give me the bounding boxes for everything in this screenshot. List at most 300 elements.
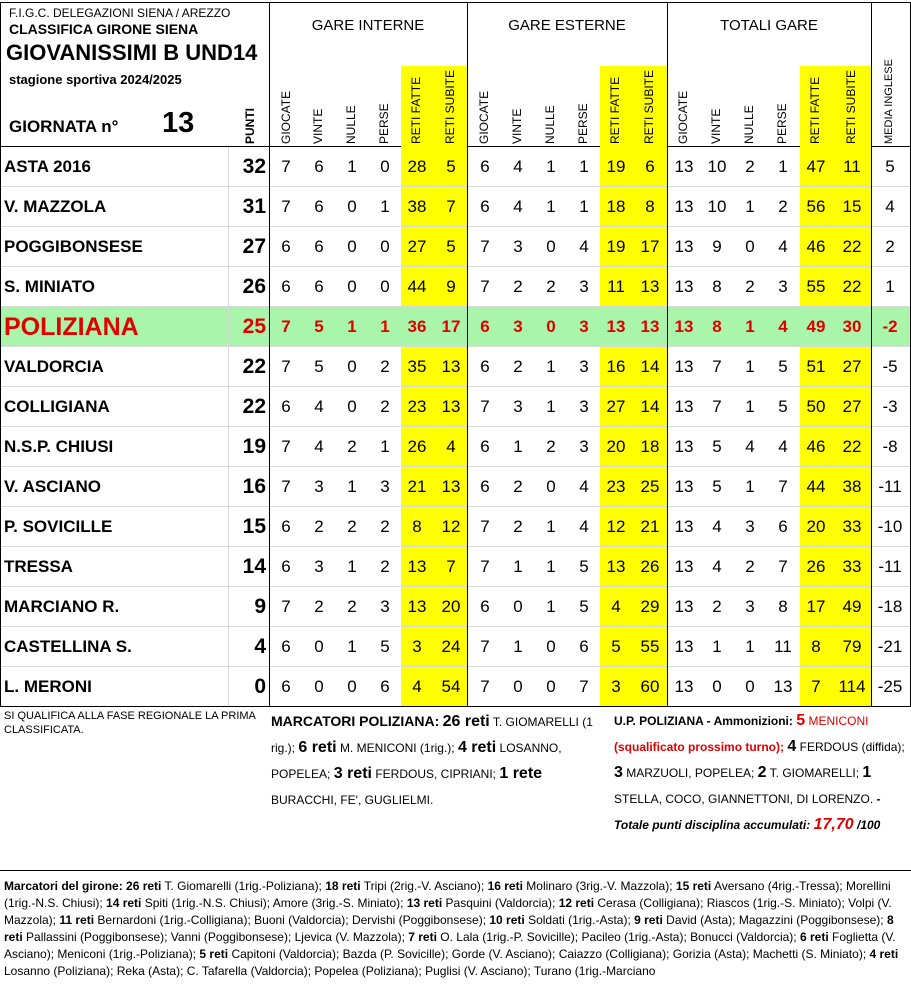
total-stat-2: 3 xyxy=(745,517,755,536)
total-stat-2: 1 xyxy=(745,477,755,496)
total-stat-2: 1 xyxy=(745,317,755,336)
team-name: COLLIGIANA xyxy=(4,397,110,416)
home-stat-2: 2 xyxy=(347,437,357,456)
total-stat-1: 8 xyxy=(712,277,722,296)
away-stat-1: 1 xyxy=(513,437,523,456)
away-stat-1: 1 xyxy=(513,637,523,656)
home-stat-5: 7 xyxy=(446,197,456,216)
team-name: V. MAZZOLA xyxy=(4,197,107,216)
total-stat-5: 49 xyxy=(842,597,862,616)
away-stat-3: 4 xyxy=(579,477,589,496)
away-played-header: GIOCATE xyxy=(477,90,491,144)
home-stat-1: 6 xyxy=(314,237,324,256)
away-stat-4: 16 xyxy=(606,357,626,376)
away-stat-3: 1 xyxy=(579,157,589,176)
away-stat-1: 3 xyxy=(513,317,523,336)
home-stat-2: 0 xyxy=(347,197,357,216)
total-stat-3: 5 xyxy=(778,357,788,376)
footer-count: 18 reti xyxy=(325,879,361,893)
total-stat-5: 79 xyxy=(842,637,862,656)
home-games-header: GARE INTERNE xyxy=(311,17,425,34)
total-stat-2: 2 xyxy=(745,277,755,296)
total-stat-4: 17 xyxy=(806,597,826,616)
english-average: -8 xyxy=(882,437,898,456)
total-stat-1: 0 xyxy=(712,677,722,696)
total-stat-0: 13 xyxy=(674,317,694,336)
footer-names: Molinaro (3rig.-V. Mazzola); xyxy=(526,879,673,893)
home-stat-4: 8 xyxy=(412,517,422,536)
team-points: 15 xyxy=(242,515,266,538)
total-stat-2: 1 xyxy=(745,357,755,376)
home-stat-4: 44 xyxy=(407,277,427,296)
home-stat-3: 2 xyxy=(380,357,390,376)
total-stat-3: 2 xyxy=(778,197,788,216)
total-stat-4: 26 xyxy=(806,557,826,576)
home-stat-3: 0 xyxy=(380,237,390,256)
table-row xyxy=(0,227,911,267)
total-stat-3: 4 xyxy=(778,237,788,256)
away-stat-2: 0 xyxy=(546,677,556,696)
away-stat-4: 12 xyxy=(606,517,626,536)
away-stat-2: 1 xyxy=(546,397,556,416)
away-stat-2: 1 xyxy=(546,597,556,616)
home-stat-3: 3 xyxy=(380,597,390,616)
home-stat-0: 6 xyxy=(281,557,291,576)
home-stat-2: 0 xyxy=(347,357,357,376)
home-stat-3: 0 xyxy=(380,277,390,296)
away-lost-header: PERSE xyxy=(576,103,590,144)
away-stat-1: 4 xyxy=(513,197,523,216)
ranking-title: CLASSIFICA GIRONE SIENA xyxy=(9,21,199,37)
home-stat-0: 6 xyxy=(281,277,291,296)
footer-names: Spiti (1rig.-N.S. Chiusi); Amore (3rig.-S. Miniato); xyxy=(144,896,404,910)
footer-names: Cerasa (Colligiana); Riascos (1rig.-S. Miniato); Volpi (V. Mazzola); xyxy=(4,896,892,927)
total-played-header: GIOCATE xyxy=(676,90,690,144)
total-stat-0: 13 xyxy=(674,397,694,416)
away-stat-5: 25 xyxy=(640,477,660,496)
total-stat-3: 8 xyxy=(778,597,788,616)
away-stat-4: 13 xyxy=(606,317,626,336)
home-stat-5: 20 xyxy=(441,597,461,616)
home-won-header: VINTE xyxy=(311,108,325,144)
scorer-3-names: LOSANNO, POPELEA; xyxy=(271,741,562,781)
scorer-3-count: 4 reti xyxy=(457,739,497,756)
total-stat-5: 22 xyxy=(842,237,862,256)
away-stat-3: 4 xyxy=(579,237,589,256)
away-stat-1: 0 xyxy=(513,597,523,616)
english-average: -25 xyxy=(877,677,903,696)
team-points: 0 xyxy=(254,675,266,698)
total-stat-4: 7 xyxy=(811,677,821,696)
home-stat-5: 12 xyxy=(441,517,461,536)
home-stat-5: 54 xyxy=(441,677,461,696)
home-stat-4: 26 xyxy=(407,437,427,456)
footer-count: 9 reti xyxy=(634,913,663,927)
team-name: V. ASCIANO xyxy=(4,477,101,496)
home-stat-2: 0 xyxy=(347,397,357,416)
away-stat-3: 7 xyxy=(579,677,589,696)
away-stat-1: 3 xyxy=(513,237,523,256)
home-stat-3: 2 xyxy=(380,397,390,416)
total-stat-0: 13 xyxy=(674,677,694,696)
english-average: 5 xyxy=(885,157,895,176)
total-stat-3: 1 xyxy=(778,157,788,176)
total-stat-5: 33 xyxy=(842,517,862,536)
total-stat-0: 13 xyxy=(674,557,694,576)
home-played-header: GIOCATE xyxy=(279,90,293,144)
home-stat-1: 5 xyxy=(314,317,324,336)
total-stat-0: 13 xyxy=(674,637,694,656)
footer-count: 4 reti xyxy=(869,947,899,961)
away-stat-3: 3 xyxy=(579,317,589,336)
home-stat-1: 3 xyxy=(314,477,324,496)
team-name: VALDORCIA xyxy=(4,357,104,376)
home-stat-2: 2 xyxy=(347,597,357,616)
away-stat-0: 7 xyxy=(480,517,490,536)
discipline-5-count: 1 xyxy=(862,764,872,781)
home-stat-0: 6 xyxy=(281,397,291,416)
total-stat-2: 3 xyxy=(745,597,755,616)
team-points: 14 xyxy=(242,555,266,578)
home-stat-2: 0 xyxy=(347,677,357,696)
away-stat-3: 1 xyxy=(579,197,589,216)
total-draw-header: NULLE xyxy=(742,105,756,144)
footer-count: 15 reti xyxy=(675,879,712,893)
table-row xyxy=(0,627,911,667)
english-average: -3 xyxy=(882,397,898,416)
away-stat-5: 60 xyxy=(640,677,660,696)
home-stat-4: 23 xyxy=(407,397,427,416)
discipline-5-names: STELLA, COCO, GIANNETTONI, DI LORENZO. xyxy=(614,792,874,806)
away-stat-0: 7 xyxy=(480,397,490,416)
away-stat-5: 6 xyxy=(645,157,655,176)
total-stat-3: 3 xyxy=(778,277,788,296)
english-average: -21 xyxy=(877,637,903,656)
table-row xyxy=(0,387,911,427)
round-value: 13 xyxy=(162,107,195,139)
english-average: -10 xyxy=(877,517,903,536)
english-average: 4 xyxy=(885,197,895,216)
away-games-header: GARE ESTERNE xyxy=(508,17,626,34)
home-stat-2: 1 xyxy=(347,317,357,336)
footer-names: Bernardoni (1rig.-Colligiana); Buoni (Valdorcia); Dervishi (Poggibonsese); xyxy=(97,913,487,927)
home-stat-0: 7 xyxy=(281,357,291,376)
discipline-4-names: T. GIOMARELLI; xyxy=(769,766,860,780)
total-stat-4: 47 xyxy=(806,157,826,176)
team-name: MARCIANO R. xyxy=(4,597,120,616)
away-stat-1: 4 xyxy=(513,157,523,176)
away-stat-0: 6 xyxy=(480,197,490,216)
away-stat-5: 55 xyxy=(640,637,660,656)
home-stat-2: 0 xyxy=(347,277,357,296)
total-stat-4: 8 xyxy=(811,637,821,656)
team-points: 25 xyxy=(242,315,266,338)
away-stat-2: 0 xyxy=(546,317,556,336)
footer-count: 7 reti xyxy=(408,930,437,944)
scorer-4-names: FERDOUS, CIPRIANI; xyxy=(375,767,496,781)
total-stat-2: 2 xyxy=(745,557,755,576)
scorer-2-names: M. MENICONI (1rig.); xyxy=(339,741,455,755)
team-points: 22 xyxy=(242,395,266,418)
away-stat-3: 6 xyxy=(579,637,589,656)
footer-title: Marcatori del girone: xyxy=(4,879,123,893)
total-stat-4: 55 xyxy=(806,277,826,296)
away-stat-2: 0 xyxy=(546,637,556,656)
total-stat-2: 2 xyxy=(745,157,755,176)
team-name: S. MINIATO xyxy=(4,277,95,296)
home-stat-4: 38 xyxy=(407,197,427,216)
total-stat-1: 1 xyxy=(712,637,722,656)
round-label: GIORNATA n° xyxy=(9,117,119,136)
footer-count: 5 reti xyxy=(199,947,229,961)
away-stat-0: 7 xyxy=(480,277,490,296)
english-average: 1 xyxy=(885,277,895,296)
total-gf-header: RETI FATTE xyxy=(808,76,822,144)
home-stat-4: 13 xyxy=(407,557,427,576)
total-stat-4: 56 xyxy=(806,197,826,216)
total-stat-1: 9 xyxy=(712,237,722,256)
away-stat-4: 5 xyxy=(611,637,621,656)
federation-line: F.I.G.C. DELEGAZIONI SIENA / AREZZO xyxy=(9,6,231,20)
total-stat-0: 13 xyxy=(674,357,694,376)
home-stat-2: 2 xyxy=(347,517,357,536)
away-stat-3: 4 xyxy=(579,517,589,536)
table-row xyxy=(0,547,911,587)
home-stat-5: 17 xyxy=(441,317,461,336)
home-stat-5: 13 xyxy=(441,477,461,496)
home-stat-1: 0 xyxy=(314,637,324,656)
total-stat-4: 46 xyxy=(806,237,826,256)
english-average: -18 xyxy=(877,597,903,616)
away-stat-0: 6 xyxy=(480,357,490,376)
total-stat-0: 13 xyxy=(674,237,694,256)
away-stat-1: 2 xyxy=(513,277,523,296)
team-points: 19 xyxy=(242,435,266,458)
total-stat-3: 5 xyxy=(778,397,788,416)
discipline-total-suffix: /100 xyxy=(856,818,881,832)
team-name: ASTA 2016 xyxy=(4,157,91,176)
home-stat-2: 1 xyxy=(347,157,357,176)
total-stat-1: 7 xyxy=(712,357,722,376)
away-stat-4: 19 xyxy=(606,237,626,256)
home-stat-3: 1 xyxy=(380,197,390,216)
home-stat-5: 13 xyxy=(441,357,461,376)
home-stat-1: 4 xyxy=(314,397,324,416)
footer-names: Losanno (Poliziana); Reka (Asta); C. Tafarella (Valdorcia); Popelea (Poliziana); Puglisi (V. Asciano); Turano (1rig.-Marciano xyxy=(4,964,656,978)
footer-names: Foglietta (V. Asciano); Meniconi (1rig.-Poliziana); xyxy=(4,930,896,961)
total-stat-2: 1 xyxy=(745,397,755,416)
table-row xyxy=(0,467,911,507)
home-stat-3: 2 xyxy=(380,557,390,576)
total-stat-5: 27 xyxy=(842,397,862,416)
away-stat-0: 6 xyxy=(480,477,490,496)
away-stat-2: 2 xyxy=(546,277,556,296)
total-stat-1: 5 xyxy=(712,437,722,456)
home-stat-1: 6 xyxy=(314,277,324,296)
away-stat-0: 6 xyxy=(480,597,490,616)
discipline-1-count: 5 xyxy=(796,712,806,729)
avg-header: MEDIA INGLESE xyxy=(883,59,895,144)
table-row xyxy=(0,587,911,627)
home-stat-1: 2 xyxy=(314,517,324,536)
total-stat-0: 13 xyxy=(674,437,694,456)
home-ga-header: RETI SUBITE xyxy=(443,69,457,144)
total-stat-5: 38 xyxy=(842,477,862,496)
away-stat-5: 18 xyxy=(640,437,660,456)
away-stat-1: 1 xyxy=(513,557,523,576)
total-ga-header: RETI SUBITE xyxy=(844,69,858,144)
home-stat-1: 4 xyxy=(314,437,324,456)
scorer-1-count: 26 reti xyxy=(442,713,490,730)
home-stat-0: 7 xyxy=(281,197,291,216)
footer-names: Capitoni (Valdorcia); Bazda (P. Sovicille); Gorde (V. Asciano); Caiazzo (Colligiana); Gorizia (Asta); Machetti (S. Miniato); xyxy=(231,947,867,961)
footer-count: 11 reti xyxy=(59,913,95,927)
away-stat-2: 1 xyxy=(546,557,556,576)
footer-names: O. Lala (1rig.-P. Sovicille); Pacileo (1rig.-Asta); Bonucci (Valdorcia); xyxy=(440,930,797,944)
discipline-total-value: 17,70 xyxy=(813,816,854,833)
total-stat-1: 7 xyxy=(712,397,722,416)
away-stat-4: 18 xyxy=(606,197,626,216)
total-stat-5: 11 xyxy=(843,157,861,176)
away-stat-5: 21 xyxy=(640,517,660,536)
table-row xyxy=(0,427,911,467)
total-games-header: TOTALI GARE xyxy=(720,17,818,34)
away-stat-4: 4 xyxy=(611,597,621,616)
away-stat-0: 7 xyxy=(480,237,490,256)
home-stat-0: 7 xyxy=(281,477,291,496)
home-stat-5: 4 xyxy=(446,437,456,456)
total-won-header: VINTE xyxy=(709,108,723,144)
footer-count: 12 reti xyxy=(558,896,595,910)
home-stat-0: 7 xyxy=(281,317,291,336)
total-stat-2: 1 xyxy=(745,197,755,216)
home-stat-5: 9 xyxy=(446,277,456,296)
scorer-4-count: 3 reti xyxy=(333,765,372,782)
total-stat-0: 13 xyxy=(674,197,694,216)
poliziana-discipline xyxy=(614,708,906,838)
total-stat-1: 5 xyxy=(712,477,722,496)
home-gf-header: RETI FATTE xyxy=(409,76,423,144)
total-stat-0: 13 xyxy=(674,157,694,176)
away-stat-3: 3 xyxy=(579,277,589,296)
total-stat-1: 10 xyxy=(707,157,727,176)
league-scorers xyxy=(4,878,908,980)
home-stat-4: 28 xyxy=(407,157,427,176)
home-stat-3: 1 xyxy=(380,317,390,336)
footer-names: David (Asta); Magazzini (Poggibonsese); xyxy=(666,913,884,927)
home-stat-4: 36 xyxy=(407,317,427,336)
total-stat-4: 46 xyxy=(806,437,826,456)
scorer-1-names: T. GIOMARELLI (1 rig.); xyxy=(271,715,593,755)
away-stat-3: 3 xyxy=(579,437,589,456)
away-gf-header: RETI FATTE xyxy=(608,76,622,144)
team-points: 27 xyxy=(242,235,266,258)
away-stat-1: 2 xyxy=(513,517,523,536)
away-stat-4: 11 xyxy=(607,277,625,296)
home-stat-3: 5 xyxy=(380,637,390,656)
team-points: 31 xyxy=(242,195,266,218)
english-average: -11 xyxy=(878,477,902,496)
away-stat-3: 3 xyxy=(579,357,589,376)
home-stat-2: 1 xyxy=(347,477,357,496)
total-stat-5: 33 xyxy=(842,557,862,576)
discipline-2-names: FERDOUS (diffida); xyxy=(799,740,905,754)
table-row xyxy=(0,507,911,547)
team-name: POLIZIANA xyxy=(4,313,139,341)
home-stat-2: 0 xyxy=(347,237,357,256)
scorer-2-count: 6 reti xyxy=(298,739,337,756)
total-stat-2: 1 xyxy=(745,637,755,656)
scorer-5-names: BURACCHI, FE', GUGLIELMI. xyxy=(271,793,434,807)
team-name: L. MERONI xyxy=(4,677,92,696)
total-stat-3: 11 xyxy=(774,637,792,656)
footer-count: 26 reti xyxy=(126,879,162,893)
away-stat-1: 0 xyxy=(513,677,523,696)
home-stat-4: 21 xyxy=(407,477,427,496)
away-stat-3: 5 xyxy=(579,597,589,616)
away-stat-2: 1 xyxy=(546,517,556,536)
english-average: -5 xyxy=(882,357,898,376)
away-stat-4: 23 xyxy=(606,477,626,496)
table-row xyxy=(0,187,911,227)
footer-count: 10 reti xyxy=(489,913,525,927)
total-stat-4: 49 xyxy=(806,317,826,336)
total-stat-5: 30 xyxy=(842,317,862,336)
away-stat-2: 1 xyxy=(546,157,556,176)
total-stat-4: 44 xyxy=(806,477,826,496)
away-stat-1: 2 xyxy=(513,477,523,496)
total-stat-3: 13 xyxy=(773,677,793,696)
scorers-title: MARCATORI POLIZIANA: xyxy=(271,713,440,729)
home-stat-3: 1 xyxy=(380,437,390,456)
home-stat-0: 7 xyxy=(281,597,291,616)
away-stat-0: 7 xyxy=(480,637,490,656)
table-row xyxy=(0,667,911,707)
total-stat-1: 4 xyxy=(712,517,722,536)
home-stat-4: 35 xyxy=(407,357,427,376)
home-stat-0: 6 xyxy=(281,237,291,256)
away-stat-3: 3 xyxy=(579,397,589,416)
footer-names: Aversano (4rig.-Tressa); Morellini (1rig.-N.S. Chiusi); xyxy=(4,879,891,910)
away-stat-5: 13 xyxy=(640,277,660,296)
footer-count: 6 reti xyxy=(799,930,829,944)
home-stat-4: 27 xyxy=(407,237,427,256)
home-stat-1: 3 xyxy=(314,557,324,576)
english-average: -11 xyxy=(878,557,902,576)
away-stat-5: 29 xyxy=(640,597,660,616)
discipline-1-name: MENICONI xyxy=(808,714,869,728)
total-stat-3: 7 xyxy=(778,557,788,576)
away-stat-0: 7 xyxy=(480,557,490,576)
team-name: P. SOVICILLE xyxy=(4,517,113,536)
home-stat-1: 6 xyxy=(314,157,324,176)
total-stat-1: 2 xyxy=(712,597,722,616)
away-stat-2: 1 xyxy=(546,197,556,216)
team-name: POGGIBONSESE xyxy=(4,237,143,256)
home-stat-4: 3 xyxy=(412,637,422,656)
home-stat-3: 2 xyxy=(380,517,390,536)
points-header: PUNTI xyxy=(243,108,257,144)
home-stat-3: 3 xyxy=(380,477,390,496)
total-stat-1: 10 xyxy=(707,197,727,216)
team-name: TRESSA xyxy=(4,557,73,576)
away-stat-5: 26 xyxy=(640,557,660,576)
away-stat-5: 17 xyxy=(640,237,660,256)
total-stat-4: 51 xyxy=(806,357,826,376)
total-stat-0: 13 xyxy=(674,517,694,536)
total-stat-1: 8 xyxy=(712,317,722,336)
total-stat-3: 7 xyxy=(778,477,788,496)
